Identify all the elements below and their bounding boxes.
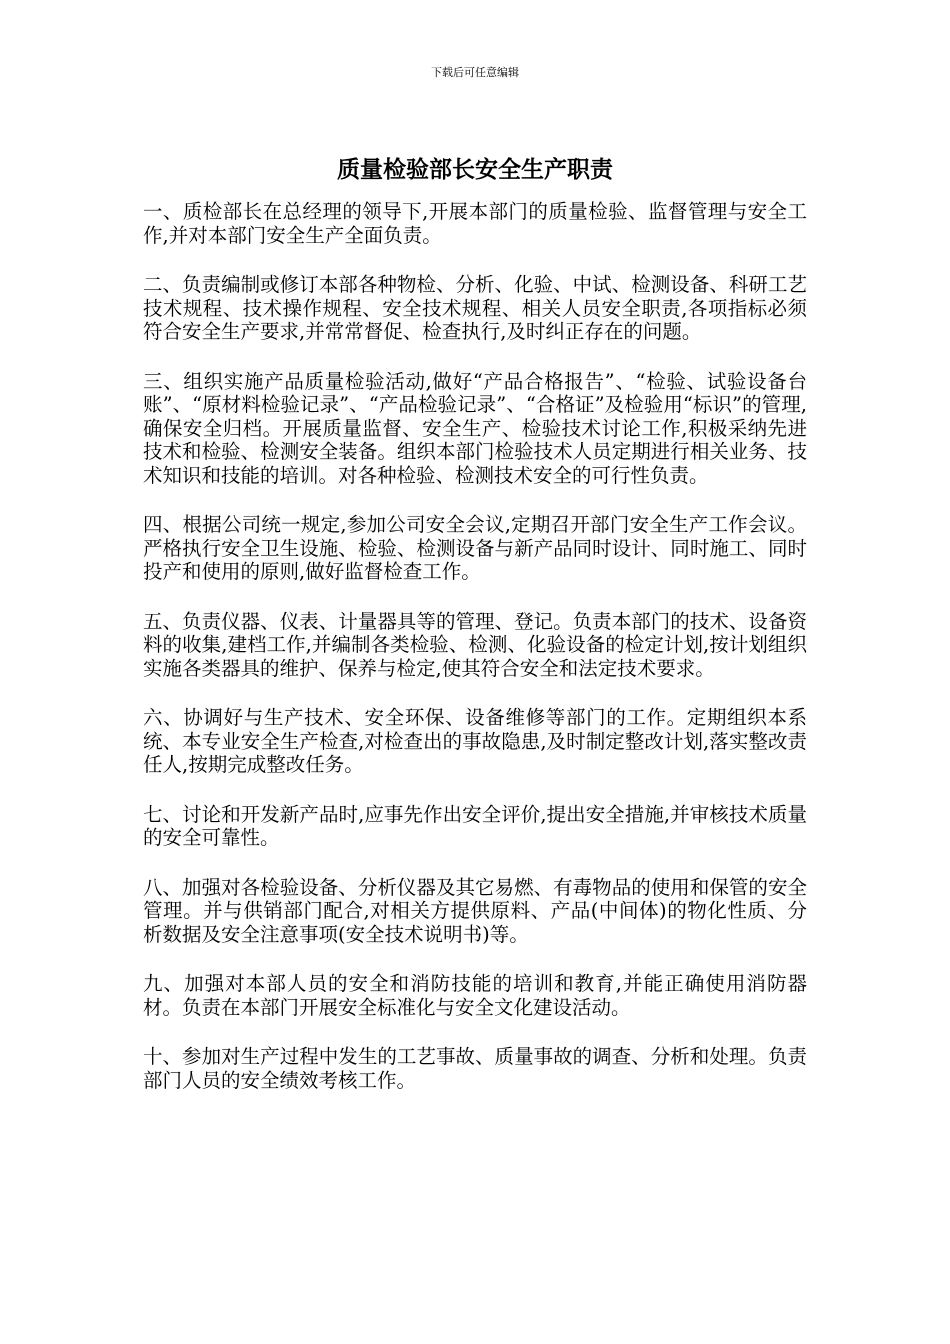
paragraph-7: 七、讨论和开发新产品时,应事先作出安全评价,提出安全措施,并审核技术质量的安全可靠性。 — [143, 802, 807, 849]
document-title: 质量检验部长安全生产职责 — [337, 156, 613, 183]
paragraph-2: 二、负责编制或修订本部各种物检、分析、化验、中试、检测设备、科研工艺技术规程、技术操作规程、安全技术规程、相关人员安全职责,各项指标必须符合安全生产要求,并常常督促、检查执行,及时纠正存在的问题。 — [143, 273, 807, 343]
paragraph-9: 九、加强对本部人员的安全和消防技能的培训和教育,并能正确使用消防器材。负责在本部门开展安全标准化与安全文化建设活动。 — [143, 972, 807, 1019]
paragraph-8: 八、加强对各检验设备、分析仪器及其它易燃、有毒物品的使用和保管的安全管理。并与供销部门配合,对相关方提供原料、产品(中间体)的物化性质、分析数据及安全注意事项(安全技术说明书)等。 — [143, 875, 807, 946]
paragraph-3: 三、组织实施产品质量检验活动,做好“产品合格报告”、“检验、试验设备台账”、“原材料检验记录”、“产品检验记录”、“合格证”及检验用“标识”的管理,确保安全归档。开展质量监督、安全生产、检验技术讨论工作,积极采纳先进技术和检验、检测安全装备。组织本部门检验技术人员定期进行相关业务、技术知识和技能的培训。对各种检验、检测技术安全的可行性负责。 — [143, 369, 807, 487]
document-body — [143, 200, 807, 1118]
paragraph-4: 四、根据公司统一规定,参加公司安全会议,定期召开部门安全生产工作会议。严格执行安全卫生设施、检验、检测设备与新产品同时设计、同时施工、同时投产和使用的原则,做好监督检查工作。 — [143, 513, 807, 583]
paragraph-10: 十、参加对生产过程中发生的工艺事故、质量事故的调查、分析和处理。负责部门人员的安全绩效考核工作。 — [143, 1045, 807, 1092]
header-note: 下载后可任意编辑 — [431, 66, 519, 79]
paragraph-1: 一、质检部长在总经理的领导下,开展本部门的质量检验、监督管理与安全工作,并对本部门安全生产全面负责。 — [143, 200, 807, 247]
paragraph-6: 六、协调好与生产技术、安全环保、设备维修等部门的工作。定期组织本系统、本专业安全生产检查,对检查出的事故隐患,及时制定整改计划,落实整改责任人,按期完成整改任务。 — [143, 706, 807, 776]
paragraph-5: 五、负责仪器、仪表、计量器具等的管理、登记。负责本部门的技术、设备资料的收集,建档工作,并编制各类检验、检测、化验设备的检定计划,按计划组织实施各类器具的维护、保养与检定,使其符合安全和法定技术要求。 — [143, 609, 807, 680]
